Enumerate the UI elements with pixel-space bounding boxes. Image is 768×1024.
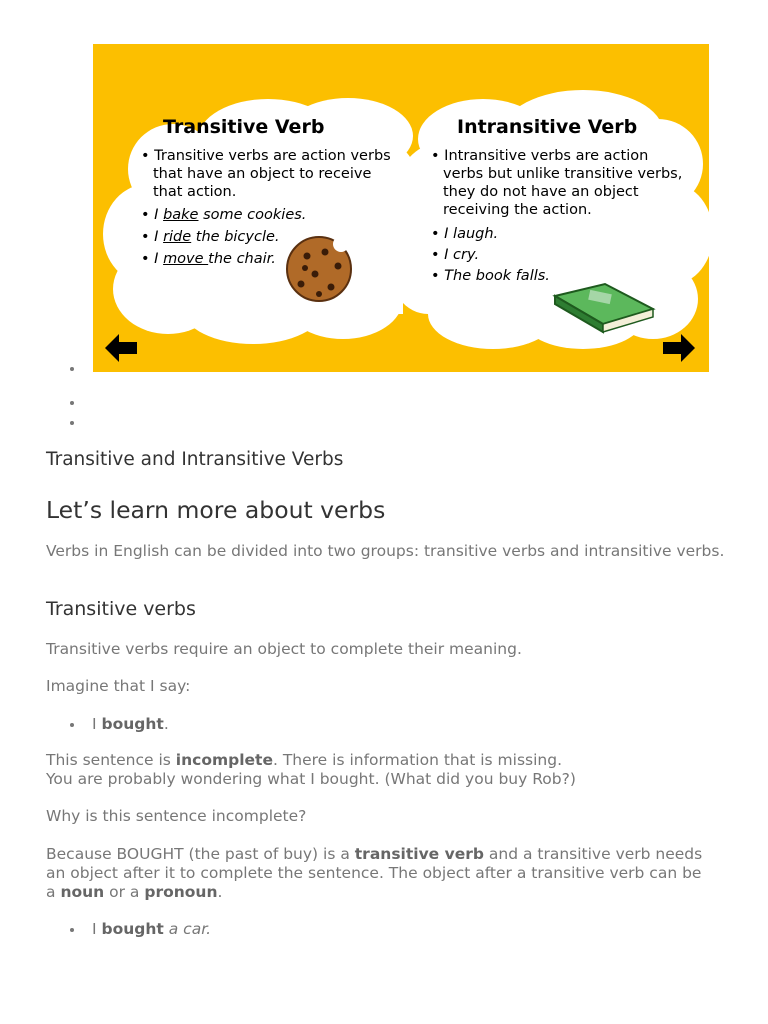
transitive-definition: • Transitive verbs are action verbs that have an object to receive that action. <box>141 148 391 200</box>
paragraph-5: Because BOUGHT (the past of buy) is a transitive verb and a transitive verb needs an object after it to complete the sentence. The object after a transitive verb can be a noun or a pronoun. <box>46 845 703 901</box>
list-bullet <box>70 367 74 371</box>
article-title: Let’s learn more about verbs <box>46 496 386 524</box>
example-ride: • I ride the bicycle. <box>141 229 280 245</box>
left-cloud-text <box>163 116 324 138</box>
example-cry: • I cry. <box>431 247 480 263</box>
example-move: • I move the chair. <box>141 251 276 267</box>
next-arrow-icon[interactable] <box>661 334 695 362</box>
paragraph-1: Transitive verbs require an object to complete their meaning. <box>46 640 522 658</box>
previous-arrow-icon[interactable] <box>105 334 139 362</box>
paragraph-2: Imagine that I say: <box>46 677 191 695</box>
section-title: Transitive verbs <box>46 598 196 620</box>
paragraph-3: This sentence is incomplete. There is information that is missing. You are probably wondering what I bought. (What did you buy Rob?) <box>46 751 576 788</box>
right-cloud-text <box>457 116 637 138</box>
example-laugh: • I laugh. <box>431 226 499 242</box>
slide-image <box>93 44 709 372</box>
intransitive-verb-title: Intransitive Verb <box>457 116 638 138</box>
intransitive-definition: • Intransitive verbs are action verbs but unlike transitive verbs, they do not have an object receiving the action. <box>431 148 683 218</box>
example-bake: • I bake some cookies. <box>141 207 307 223</box>
example-book-falls: • The book falls. <box>431 268 550 284</box>
list-bullet <box>70 401 74 405</box>
article-subtitle: Transitive and Intransitive Verbs <box>46 449 344 470</box>
intransitive-examples <box>431 226 550 284</box>
transitive-verb-title: Transitive Verb <box>163 116 325 138</box>
transitive-examples <box>141 207 306 267</box>
paragraph-4: Why is this sentence incomplete? <box>46 807 307 825</box>
intro-paragraph: Verbs in English can be divided into two groups: transitive verbs and intransitive verbs. <box>46 542 725 560</box>
list-bullet <box>70 421 74 425</box>
